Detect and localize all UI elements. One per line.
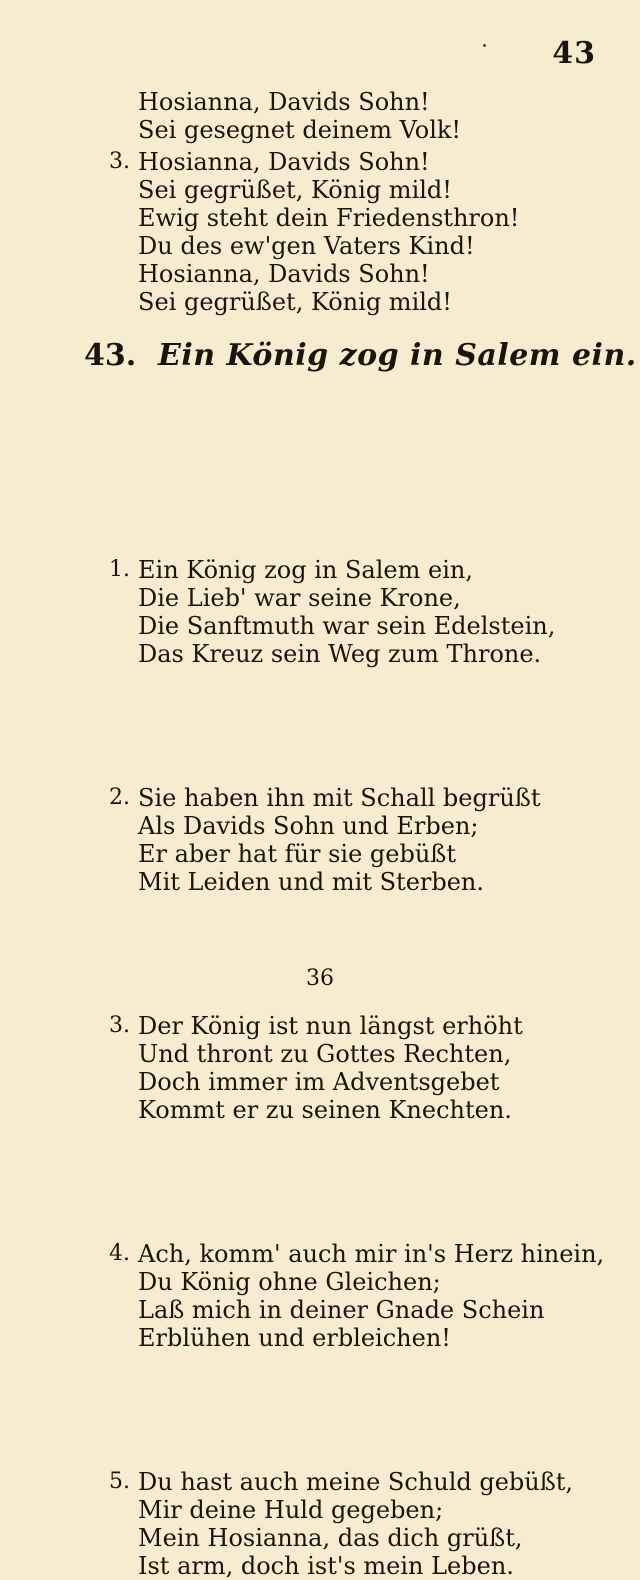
verse-line: Laß mich in deiner Gnade Schein [138, 1296, 545, 1324]
verse-line: Der König ist nun längst erhöht [138, 1012, 523, 1040]
verse-line: Hosianna, Davids Sohn! [138, 88, 430, 116]
verse-line: Du König ohne Gleichen; [138, 1268, 441, 1296]
verse-line: Sei gegrüßet, König mild! [138, 288, 452, 316]
verse-line: Das Kreuz sein Weg zum Throne. [138, 640, 542, 668]
verse-line: Er aber hat für sie gebüßt [138, 840, 456, 868]
verse-2 [0, 784, 640, 896]
print-speck [483, 44, 486, 47]
verse-line: Die Sanftmuth war sein Edelstein, [138, 612, 556, 640]
continuation-block [0, 88, 640, 144]
header-hymn-number: 43 [552, 36, 596, 71]
verse-number: 3. [109, 149, 130, 174]
verse-3 [0, 1012, 640, 1124]
verse-line: Kommt er zu seinen Knechten. [138, 1096, 512, 1124]
verse-line: Ein König zog in Salem ein, [138, 556, 473, 584]
verse-line: Doch immer im Adventsgebet [138, 1068, 500, 1096]
verse-line: Ewig steht dein Friedensthron! [138, 204, 520, 232]
verse-4 [0, 1240, 640, 1352]
verse-line: Erblühen und erbleichen! [138, 1324, 451, 1352]
verse-line: Sei gesegnet deinem Volk! [138, 116, 462, 144]
verse-line: Hosianna, Davids Sohn! [138, 148, 430, 176]
verse-number: 3. [109, 1013, 130, 1038]
verse-1 [0, 556, 640, 668]
hymn-number: 43. [84, 338, 137, 373]
hymn-title: Ein König zog in Salem ein. [158, 338, 637, 373]
verse-line: Mit Leiden und mit Sterben. [138, 868, 485, 896]
verse-line: Sie haben ihn mit Schall begrüßt [138, 784, 541, 812]
verse-line: Als Davids Sohn und Erben; [138, 812, 479, 840]
verse-line: Du hast auch meine Schuld gebüßt, [138, 1468, 574, 1496]
verse-line: Mein Hosianna, das dich grüßt, [138, 1524, 523, 1552]
verse-line: Sei gegrüßet, König mild! [138, 176, 452, 204]
verse-number: 4. [109, 1241, 130, 1266]
verse-number: 5. [109, 1469, 130, 1494]
verse-line: Du des ew'gen Vaters Kind! [138, 232, 475, 260]
verse-number: 2. [109, 785, 130, 810]
verse-number: 1. [109, 557, 130, 582]
verse-line: Mir deine Huld gegeben; [138, 1496, 444, 1524]
page-number: 36 [306, 966, 334, 991]
prev-hymn-verse-3 [0, 148, 640, 316]
verse-line: Die Lieb' war seine Krone, [138, 584, 461, 612]
verse-line: Hosianna, Davids Sohn! [138, 260, 430, 288]
verse-5 [0, 1468, 640, 1580]
verse-line: Ist arm, doch ist's mein Leben. [138, 1552, 514, 1580]
verse-line: Ach, komm' auch mir in's Herz hinein, [138, 1240, 605, 1268]
hymn-title-row [0, 334, 640, 380]
verse-line: Und thront zu Gottes Rechten, [138, 1040, 512, 1068]
